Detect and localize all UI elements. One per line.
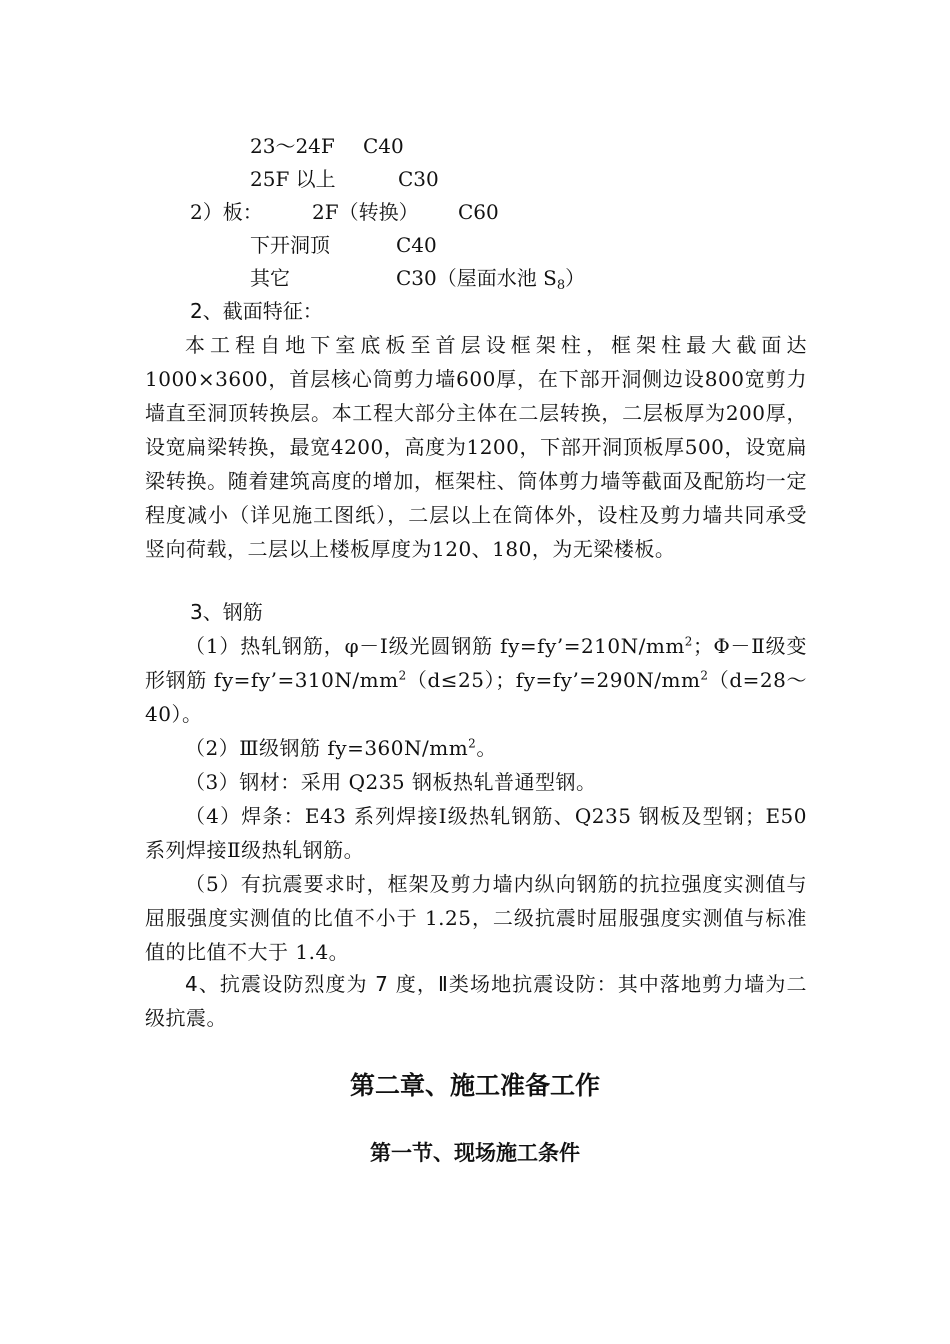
concrete-row-grade: C30（屋面水池 $S_8$） xyxy=(396,266,586,293)
concrete-row-grade: C40 xyxy=(396,233,437,257)
concrete-row-floor: 2F（转换） xyxy=(312,200,419,224)
cross-section-paragraph: 本工程自地下室底板至首层设框架柱，框架柱最大截面达1000×3600，首层核心筒剪力墙600厚，在下部开洞侧边设800宽剪力墙直至洞顶转换层。本工程大部分主体在二层转换，二层板厚为200厚，设宽扁梁转换，最宽4200，高度为1200，下部开洞顶板厚500，设宽扁梁转换。随着建筑高度的增加，框架柱、筒体剪力墙等截面及配筋均一定程度减小（详见施工图纸），二层以上在筒体外，设柱及剪力墙共同承受竖向荷载，二层以上楼板厚度为120、180，为无梁楼板。 xyxy=(145,333,807,561)
chapter-title: 第二章、施工准备工作 xyxy=(349,1071,600,1100)
concrete-row-floor: 23～24F xyxy=(250,134,335,158)
concrete-row-floor: 下开洞顶 xyxy=(250,233,330,257)
section-heading-rebar: 3、钢筋 xyxy=(190,600,263,624)
rebar-item-5: （5）有抗震要求时，框架及剪力墙内纵向钢筋的抗拉强度实测值与屈服强度实测值的比值不小于 1.25，二级抗震时屈服强度实测值与标准值的比值不大于 1.4。 xyxy=(145,872,807,964)
rebar-item-3: （3）钢材：采用 Q235 钢板热轧普通型钢。 xyxy=(185,770,597,794)
rebar-item-4: （4）焊条：E43 系列焊接Ⅰ级热轧钢筋、Q235 钢板及型钢；E50 系列焊接Ⅱ级热轧钢筋。 xyxy=(145,804,807,862)
concrete-row-grade: C40 xyxy=(363,134,404,158)
concrete-row-floor: 其它 xyxy=(250,266,290,290)
seismic-paragraph: 4、抗震设防烈度为 7 度，Ⅱ类场地抗震设防：其中落地剪力墙为二级抗震。 xyxy=(145,972,807,1030)
concrete-row-grade: C60 xyxy=(458,200,499,224)
rebar-item-2: （2）Ⅲ级钢筋 $fy=360N/mm^2$。 xyxy=(185,736,497,760)
rebar-item-1: （1）热轧钢筋，φ－Ⅰ级光圆钢筋 $fy=fy’=210N/mm^2$；Φ－Ⅱ级变形钢筋 $fy=fy’=310N/mm^2(d\le 25)$；$fy=fy’=290N/mm^2(d=28\sim 40)$。 xyxy=(145,634,807,726)
section-heading-cross-section: 2、截面特征： xyxy=(190,299,323,323)
concrete-row-grade: C30 xyxy=(398,167,439,191)
section-title: 第一节、现场施工条件 xyxy=(370,1141,580,1165)
concrete-row-floor: 25F 以上 xyxy=(250,167,336,191)
slab-label: 2）板： xyxy=(190,200,263,224)
